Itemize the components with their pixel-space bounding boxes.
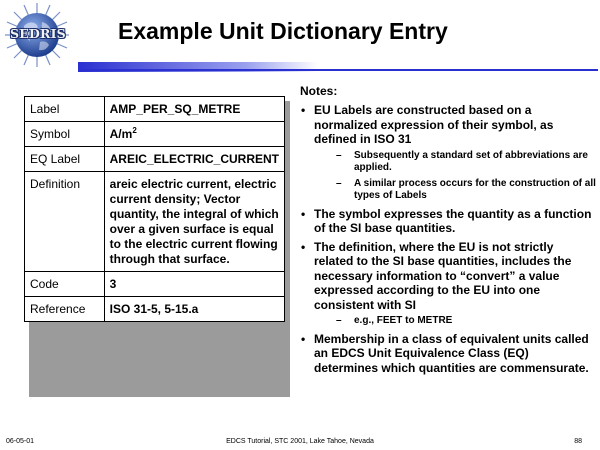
list-item <box>300 103 596 203</box>
dash-icon: – <box>336 315 342 326</box>
row-value: AREIC_ELECTRIC_CURRENT <box>104 147 284 172</box>
page-number: 88 <box>574 438 582 445</box>
dash-icon: – <box>336 149 342 161</box>
slide-title: Example Unit Dictionary Entry <box>118 18 448 44</box>
row-value: AMP_PER_SQ_METRE <box>104 97 284 122</box>
bullet-icon: • <box>301 239 306 254</box>
row-value <box>104 122 284 147</box>
table-row <box>25 122 285 147</box>
footer-date: 06-05-01 <box>6 438 35 445</box>
note-text: The definition, where the EU is not strictly related to the SI base quantities, includes the necessary information to “convert” a value expressed according to the EU into one consistent with SI <box>314 239 572 312</box>
table-row <box>25 297 285 322</box>
row-value: ISO 31-5, 5-15.a <box>104 297 284 322</box>
list-item <box>300 240 596 328</box>
sub-list <box>318 150 596 203</box>
footer-event: EDCS Tutorial, STC 2001, Lake Tahoe, Nevada <box>226 438 374 445</box>
bullet-icon: • <box>301 103 306 117</box>
table-row <box>25 97 285 122</box>
logo-text: SEDRIS <box>10 26 66 41</box>
notes-panel <box>300 84 596 379</box>
row-label: Code <box>25 272 105 297</box>
dash-icon: – <box>336 177 342 189</box>
notes-heading: Notes: <box>300 84 338 98</box>
row-label: Symbol <box>25 122 105 147</box>
sub-note-text: e.g., FEET to METRE <box>354 315 453 326</box>
note-text: The symbol expresses the quantity as a function of the SI base quantities. <box>314 206 592 235</box>
sub-list-item <box>318 315 596 328</box>
sedris-logo <box>4 2 70 68</box>
row-value: areic electric current, electric current density; Vector quantity, the integral of which over a given surface is equal to the electric current flowing through that surface. <box>104 172 284 272</box>
note-text: Membership in a class of equivalent units called an EDCS Unit Equivalence Class (EQ) determines which quantities are commensurate. <box>314 331 589 375</box>
sub-list <box>318 315 596 328</box>
unit-dictionary-table <box>24 96 285 322</box>
symbol-exponent: 2 <box>132 126 137 135</box>
row-label: Definition <box>25 172 105 272</box>
row-value: 3 <box>104 272 284 297</box>
sub-list-item <box>318 178 596 203</box>
sub-note-text: Subsequently a standard set of abbreviations are applied. <box>354 149 588 173</box>
notes-list <box>300 103 596 375</box>
table-row <box>25 272 285 297</box>
sub-list-item <box>318 150 596 175</box>
row-label: EQ Label <box>25 147 105 172</box>
sub-note-text: A similar process occurs for the construction of all types of Labels <box>354 177 596 201</box>
title-underline <box>78 62 598 72</box>
table-row <box>25 172 285 272</box>
note-text: EU Labels are constructed based on a normalized expression of their symbol, as defined in ISO 31 <box>314 103 554 146</box>
list-item <box>300 207 596 236</box>
list-item <box>300 332 596 376</box>
row-label: Label <box>25 97 105 122</box>
row-label: Reference <box>25 297 105 322</box>
bullet-icon: • <box>301 331 306 346</box>
bullet-icon: • <box>301 206 306 221</box>
table-row <box>25 147 285 172</box>
symbol-base: A/m <box>109 127 133 141</box>
